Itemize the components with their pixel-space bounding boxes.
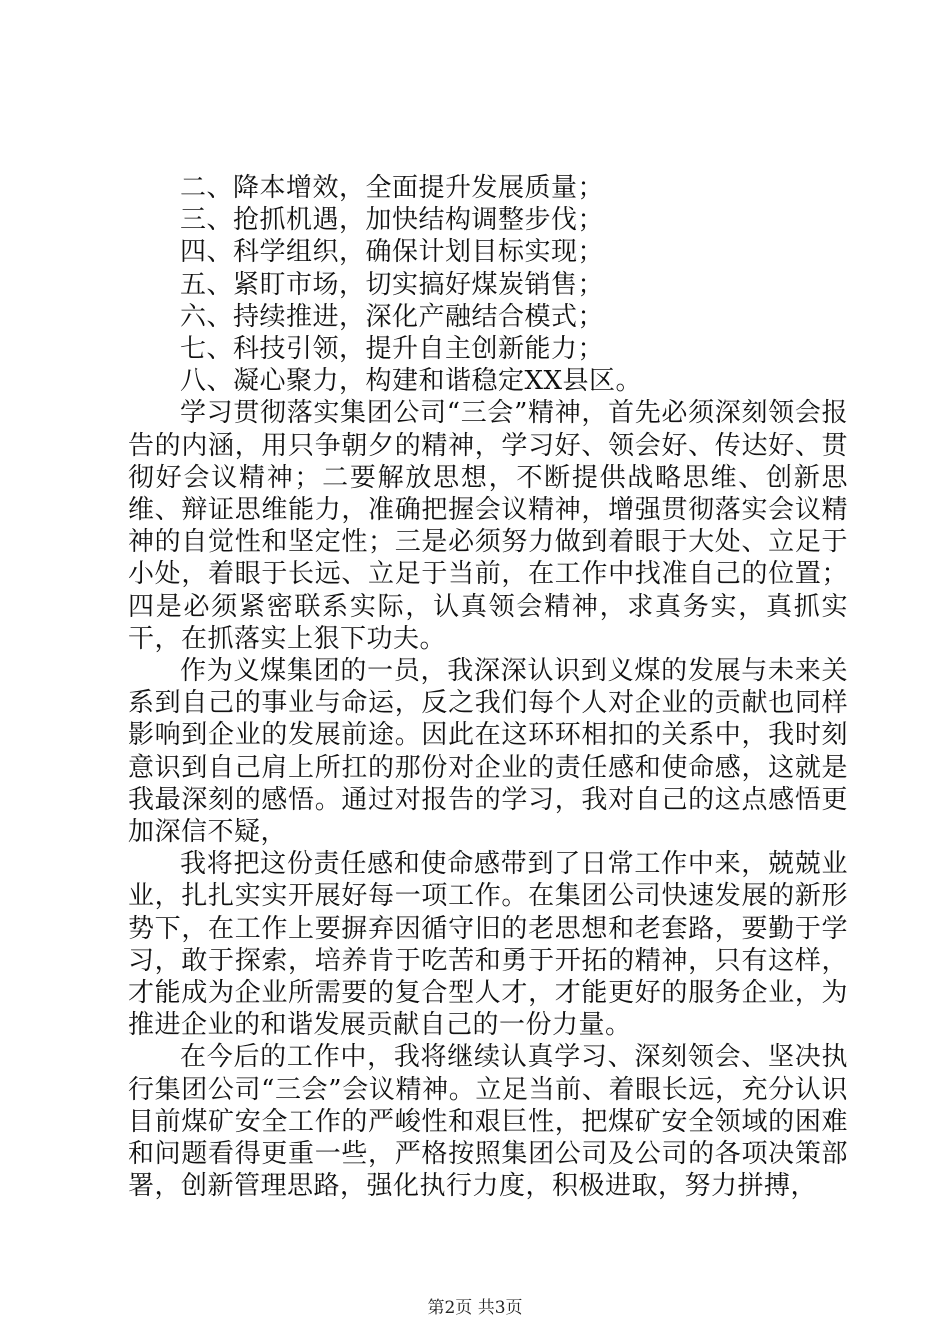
paragraph: 在今后的工作中，我将继续认真学习、深刻领会、坚决执行集团公司“三会”会议精神。立足当前、着眼长远，充分认识目前煤矿安全工作的严峻性和艰巨性，把煤矿安全领域的困难和问题看得更重一些，严格按照集团公司及公司的各项决策部署，创新管理思路，强化执行力度，积极进取，努力拼搏，: [128, 1042, 848, 1202]
list-item: 七、科技引领，提升自主创新能力；: [180, 334, 605, 365]
paragraph: 我将把这份责任感和使命感带到了日常工作中来，兢兢业业，扎扎实实开展好每一项工作。在集团公司快速发展的新形势下，在工作上要摒弃因循守旧的老思想和老套路，要勤于学习，敢于探索，培养肯于吃苦和勇于开拓的精神，只有这样，才能成为企业所需要的复合型人才，才能更好的服务企业，为推进企业的和谐发展贡献自己的一份力量。: [128, 849, 848, 1041]
list-item: 二、降本增效，全面提升发展质量；: [180, 173, 605, 203]
list-item: 六、持续推进，深化产融结合模式；: [180, 301, 605, 332]
page-number-footer: 第2页 共3页: [427, 1298, 523, 1318]
list-item: 八、凝心聚力，构建和谐稳定XX县区。: [180, 366, 643, 397]
list-item: 五、紧盯市场，切实搞好煤炭销售；: [180, 269, 605, 300]
list-item: 四、科学组织，确保计划目标实现；: [180, 237, 605, 268]
document-body: [128, 172, 848, 1203]
list-item: 三、抢抓机遇，加快结构调整步伐；: [180, 205, 605, 236]
paragraph: 学习贯彻落实集团公司“三会”精神，首先必须深刻领会报告的内涵，用只争朝夕的精神，学习好、领会好、传达好、贯彻好会议精神；二要解放思想，不断提供战略思维、创新思维、辩证思维能力，准确把握会议精神，增强贯彻落实会议精神的自觉性和坚定性；三是必须努力做到着眼于大处、立足于小处，着眼于长远、立足于当前，在工作中找准自己的位置；四是必须紧密联系实际，认真领会精神，求真务实，真抓实干，在抓落实上狠下功夫。: [128, 398, 848, 654]
paragraph: 作为义煤集团的一员，我深深认识到义煤的发展与未来关系到自己的事业与命运，反之我们每个人对企业的贡献也同样影响到企业的发展前途。因此在这环环相扣的关系中，我时刻意识到自己肩上所扛的那份对企业的责任感和使命感，这就是我最深刻的感悟。通过对报告的学习，我对自己的这点感悟更加深信不疑，: [128, 656, 848, 848]
